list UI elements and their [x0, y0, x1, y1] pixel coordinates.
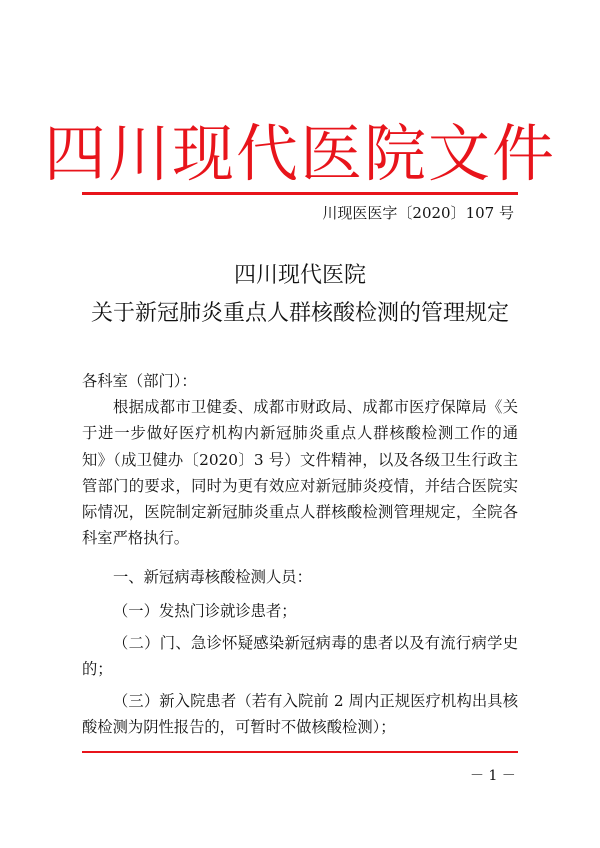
paragraph-1-line: 管部门的要求，同时为更有效应对新冠肺炎疫情，并结合医院实: [82, 477, 518, 495]
paragraph-1-line: 科室严格执行。: [82, 529, 190, 547]
paragraph-1-line: 知》（成卫健办〔2020〕3 号）文件精神，以及各级卫生行政主: [82, 451, 518, 469]
list-item-1: （一）发热门诊就诊患者；: [113, 602, 297, 620]
list-item-2-line: （二）门、急诊怀疑感染新冠病毒的患者以及有流行病学史: [113, 634, 518, 652]
document-header-title: 四川现代医院文件: [43, 117, 556, 190]
paragraph-1-line: 际情况，医院制定新冠肺炎重点人群核酸检测管理规定，全院各: [82, 503, 518, 521]
document-title-line-1: 四川现代医院: [233, 263, 366, 288]
document-title-line-2: 关于新冠肺炎重点人群核酸检测的管理规定: [90, 301, 509, 326]
footer-red-rule: [82, 751, 518, 753]
document-body: [82, 368, 518, 736]
salutation: 各科室（部门）：: [82, 372, 197, 390]
list-item-3-line: 酸检测为阴性报告的，可暂时不做核酸检测）；: [82, 718, 396, 736]
list-item-2-line: 的；: [82, 660, 113, 678]
list-item-3-line: （三）新入院患者（若有入院前 2 周内正规医疗机构出具核: [113, 692, 518, 710]
page-number: － 1 －: [470, 768, 516, 784]
section-1-heading: 一、新冠病毒核酸检测人员：: [113, 568, 312, 586]
header-red-rule: [82, 192, 518, 195]
paragraph-1-line: 于进一步做好医疗机构内新冠肺炎重点人群核酸检测工作的通: [82, 424, 518, 442]
document-number: 川现医医字〔2020〕107 号: [322, 204, 514, 222]
paragraph-1-line: 根据成都市卫健委、成都市财政局、成都市医疗保障局《关: [113, 398, 518, 416]
